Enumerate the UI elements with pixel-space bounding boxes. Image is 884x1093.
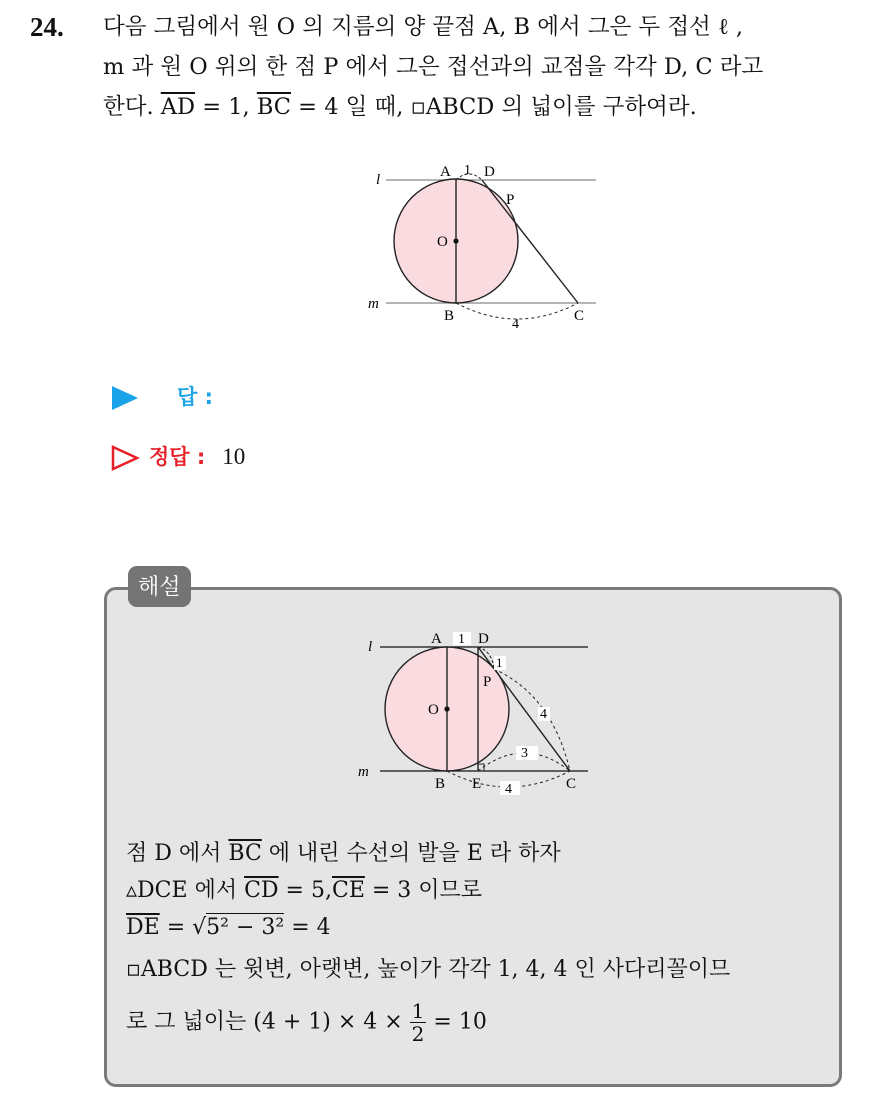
- label-four: 4: [512, 317, 519, 330]
- question-figure: [360, 160, 610, 330]
- line3-eq2: = 4 일 때, ▫ABCD 의 넓이를 구하여라.: [291, 94, 697, 120]
- correct-answer-row: [110, 441, 245, 471]
- line2-mid: = 5,: [278, 878, 332, 903]
- question-line-2: m 과 원 O 위의 한 점 P 에서 그은 접선과의 교점을 각각 D, C 라고: [103, 54, 764, 80]
- solution-figure: [352, 625, 597, 797]
- label-p: P: [506, 192, 515, 208]
- play-icon: [110, 385, 140, 411]
- segment-bc: $\overline{BC}$: [228, 841, 262, 866]
- solution-tag: 해설: [128, 566, 191, 607]
- line1-prefix: 점 D 에서: [126, 841, 222, 866]
- segment-cd: $\overline{CD}$: [244, 878, 279, 903]
- radicand: 5² − 3²: [206, 915, 285, 940]
- label-one-top: 1: [458, 632, 465, 647]
- solution-line-2: [126, 876, 482, 906]
- line1-suffix: 에 내린 수선의 발을 E 라 하자: [261, 841, 561, 866]
- label-three: 3: [521, 746, 528, 761]
- solution-line-4: ▫ABCD 는 윗변, 아랫변, 높이가 각각 1, 4, 4 인 사다리꼴이므: [126, 957, 731, 982]
- label-one: 1: [464, 163, 471, 178]
- answer-row: [110, 381, 213, 411]
- fraction-denominator: 2: [411, 1022, 425, 1046]
- line3-eq1: = 1,: [195, 94, 250, 120]
- label-a: A: [431, 631, 442, 647]
- segment-ad: $\overline{AD}$: [160, 94, 196, 120]
- fraction-one-half: [410, 1000, 427, 1045]
- label-four-bottom: 4: [505, 782, 512, 797]
- label-l: l: [368, 639, 373, 655]
- label-o: O: [428, 702, 439, 718]
- line2-prefix: ▵DCE 에서: [126, 878, 238, 903]
- line3-eq: = √: [159, 915, 207, 940]
- label-b: B: [444, 308, 455, 324]
- label-four-side: 4: [540, 707, 547, 722]
- label-c: C: [574, 308, 585, 324]
- segment-de: $\overline{DE}$: [126, 915, 160, 940]
- label-o: O: [437, 234, 448, 250]
- line5-suffix: = 10: [433, 1009, 487, 1035]
- label-d: D: [484, 164, 495, 180]
- question-line-1: 다음 그림에서 원 O 의 지름의 양 끝점 A, B 에서 그은 두 접선 ℓ ,: [103, 14, 744, 40]
- label-e: E: [472, 776, 482, 792]
- label-l: l: [376, 172, 381, 188]
- segment-ce: $\overline{CE}$: [331, 878, 365, 903]
- label-c: C: [566, 776, 577, 792]
- line3-suffix: = 4: [284, 915, 331, 940]
- play-outline-icon: [110, 445, 140, 471]
- question-line-3: [103, 90, 697, 124]
- line2-suffix: = 3 이므로: [364, 878, 483, 903]
- label-m: m: [358, 764, 369, 780]
- line3-prefix: 한다.: [103, 94, 154, 120]
- label-b: B: [435, 776, 446, 792]
- label-m: m: [368, 296, 379, 312]
- label-one-side: 1: [496, 655, 503, 670]
- question-number: 24.: [30, 12, 64, 42]
- label-a: A: [440, 164, 451, 180]
- answer-label: 답 :: [177, 385, 213, 409]
- correct-answer-label: 정답 :: [149, 445, 206, 469]
- solution-line-3: [126, 913, 331, 943]
- solution-line-5: [126, 1000, 487, 1045]
- label-p: P: [483, 674, 492, 690]
- center-dot: [453, 238, 458, 243]
- label-d: D: [478, 631, 489, 647]
- correct-answer-value: 10: [222, 444, 246, 469]
- fraction-numerator: 1: [411, 999, 425, 1023]
- line5-prefix: 로 그 넓이는 (4 + 1) × 4 ×: [126, 1009, 403, 1035]
- center-dot: [444, 706, 449, 711]
- solution-line-1: [126, 839, 561, 869]
- segment-bc: $\overline{BC}$: [256, 94, 292, 120]
